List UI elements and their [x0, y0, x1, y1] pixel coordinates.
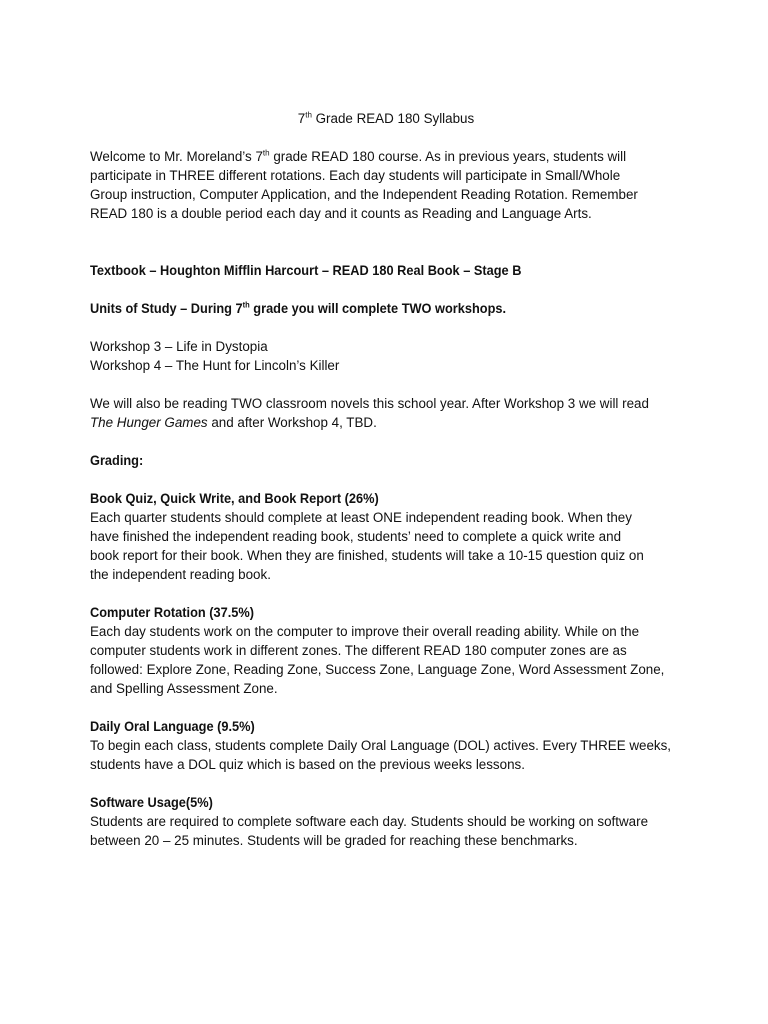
title-text: 7 [297, 111, 306, 126]
section-line: Students are required to complete software each day. Students should be working on software [90, 814, 649, 829]
grading-section-book-quiz [90, 489, 682, 584]
section-line: between 20 – 25 minutes. Students will be graded for reaching these benchmarks. [90, 833, 578, 848]
section-line: Each day students work on the computer to improve their overall reading ability. While on the [90, 624, 640, 639]
document-title [90, 109, 682, 128]
section-line: the independent reading book. [90, 567, 271, 582]
section-heading: Computer Rotation (37.5%) [90, 605, 255, 620]
welcome-paragraph [90, 147, 682, 223]
section-heading: Book Quiz, Quick Write, and Book Report (26%) [90, 491, 379, 506]
section-line: and Spelling Assessment Zone. [90, 681, 278, 696]
novel-title: The Hunger Games [90, 415, 208, 430]
title-superscript: th [305, 110, 312, 120]
textbook-heading: Textbook – Houghton Mifflin Harcourt – READ 180 Real Book – Stage B [90, 263, 522, 278]
section-heading: Daily Oral Language (9.5%) [90, 719, 255, 734]
syllabus-page [90, 109, 682, 850]
workshop-item: Workshop 4 – The Hunt for Lincoln’s Killer [90, 358, 340, 373]
workshop-list [90, 337, 682, 375]
grading-section-computer-rotation [90, 603, 682, 698]
novels-line: The Hunger Games and after Workshop 4, TBD. [90, 415, 377, 430]
grading-section-software-usage [90, 793, 682, 850]
section-line: Each quarter students should complete at least ONE independent reading book. When they [90, 510, 632, 525]
section-heading: Software Usage(5%) [90, 795, 213, 810]
welcome-line: participate in THREE different rotations. Each day students will participate in Small/Whole [90, 168, 621, 183]
novels-paragraph [90, 394, 682, 432]
welcome-line: READ 180 is a double period each day and it counts as Reading and Language Arts. [90, 206, 592, 221]
welcome-line: Group instruction, Computer Application, and the Independent Reading Rotation. Remember [90, 187, 638, 202]
section-line: computer students work in different zones. The different READ 180 computer zones are as [90, 643, 627, 658]
section-line: book report for their book. When they are finished, students will take a 10-15 question quiz on [90, 548, 644, 563]
section-line: have finished the independent reading book, students’ need to complete a quick write and [90, 529, 622, 544]
units-heading: Units of Study – During 7th grade you will complete TWO workshops. [90, 300, 507, 316]
workshop-item: Workshop 3 – Life in Dystopia [90, 339, 268, 354]
section-line: students have a DOL quiz which is based on the previous weeks lessons. [90, 757, 525, 772]
section-line: followed: Explore Zone, Reading Zone, Success Zone, Language Zone, Word Assessment Zone, [90, 662, 665, 677]
welcome-line: Welcome to Mr. Moreland’s 7th grade READ 180 course. As in previous years, students will [90, 148, 627, 164]
grading-heading: Grading: [90, 453, 144, 468]
grading-section-daily-oral-language [90, 717, 682, 774]
title-text-rest: Grade READ 180 Syllabus [311, 111, 475, 126]
novels-line: We will also be reading TWO classroom novels this school year. After Workshop 3 we will read [90, 396, 649, 411]
section-line: To begin each class, students complete Daily Oral Language (DOL) actives. Every THREE weeks, [90, 738, 672, 753]
